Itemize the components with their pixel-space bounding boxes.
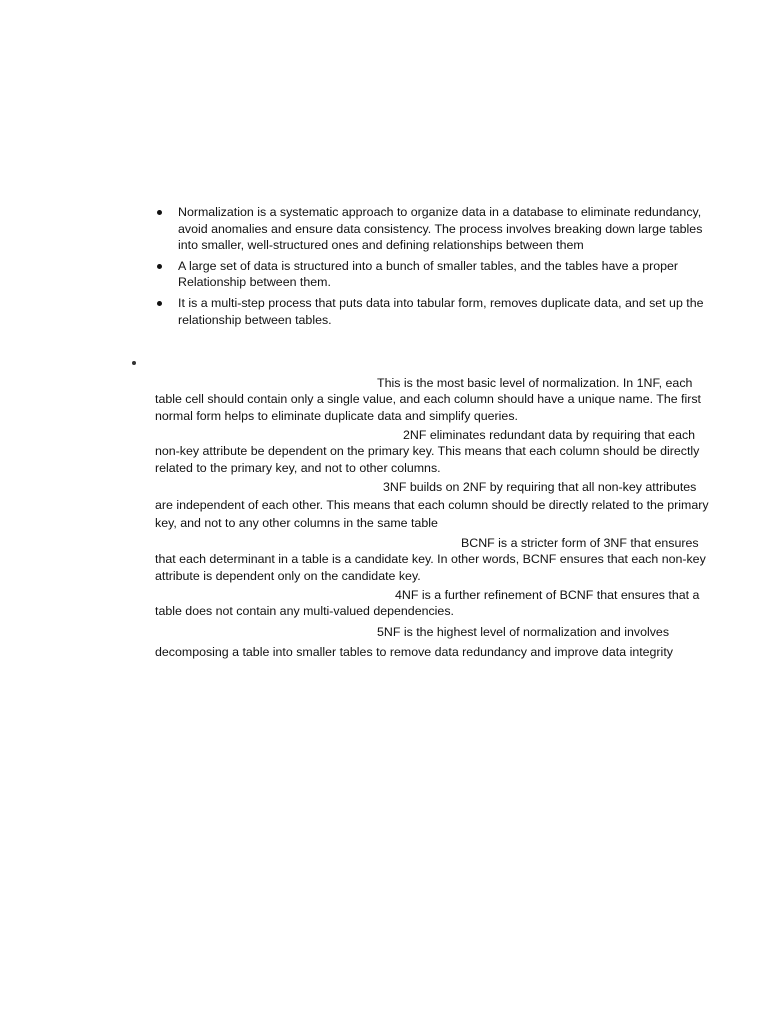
bullet-icon <box>157 210 162 215</box>
paragraph-text: 3NF builds on 2NF by requiring that all non-key attributes are independent of each other. This means that each column should be directly related to the primary key, and not to any other columns in the same table <box>155 480 709 530</box>
empty-bullet-icon <box>132 361 136 365</box>
normal-form-paragraph-5nf <box>155 623 715 662</box>
bullet-text: It is a multi-step process that puts data into tabular form, removes duplicate data, and set up the relationship between tables. <box>178 295 704 327</box>
bullet-text: Normalization is a systematic approach to organize data in a database to eliminate redundancy, avoid anomalies and ensure data consistency. The process involves breaking down large tables into smaller, well-structured ones and defining relationships between them <box>178 205 703 253</box>
normal-form-paragraph-3nf <box>155 479 715 532</box>
normal-form-paragraph-4nf <box>155 587 715 620</box>
paragraph-text: 4NF is a further refinement of BCNF that ensures that a table does not contain any multi-valued dependencies. <box>155 588 700 619</box>
list-item <box>178 204 718 254</box>
bullet-icon <box>157 264 162 269</box>
list-item <box>178 258 718 291</box>
normal-form-paragraph-2nf <box>155 427 715 476</box>
intro-bullet-list <box>178 204 718 332</box>
paragraph-text: This is the most basic level of normalization. In 1NF, each table cell should contain only a single value, and each column should have a unique name. The first normal form helps to eliminate duplicate data and simplify queries. <box>155 376 701 423</box>
paragraph-text: 5NF is the highest level of normalization and involves decomposing a table into smaller tables to remove data redundancy and improve data integrity <box>155 625 673 659</box>
paragraph-text: 2NF eliminates redundant data by requiring that each non-key attribute be dependent on the primary key. This means that each column should be directly related to the primary key, and not to other columns. <box>155 428 700 475</box>
normal-form-paragraph-bcnf <box>155 535 715 584</box>
bullet-text: A large set of data is structured into a bunch of smaller tables, and the tables have a proper Relationship between them. <box>178 258 679 290</box>
paragraph-text: BCNF is a stricter form of 3NF that ensures that each determinant in a table is a candidate key. In other words, BCNF ensures that each non-key attribute is dependent only on the candidate key. <box>155 536 706 583</box>
list-item <box>178 295 718 328</box>
bullet-icon <box>157 301 162 306</box>
normal-form-paragraph-1nf <box>155 375 715 424</box>
